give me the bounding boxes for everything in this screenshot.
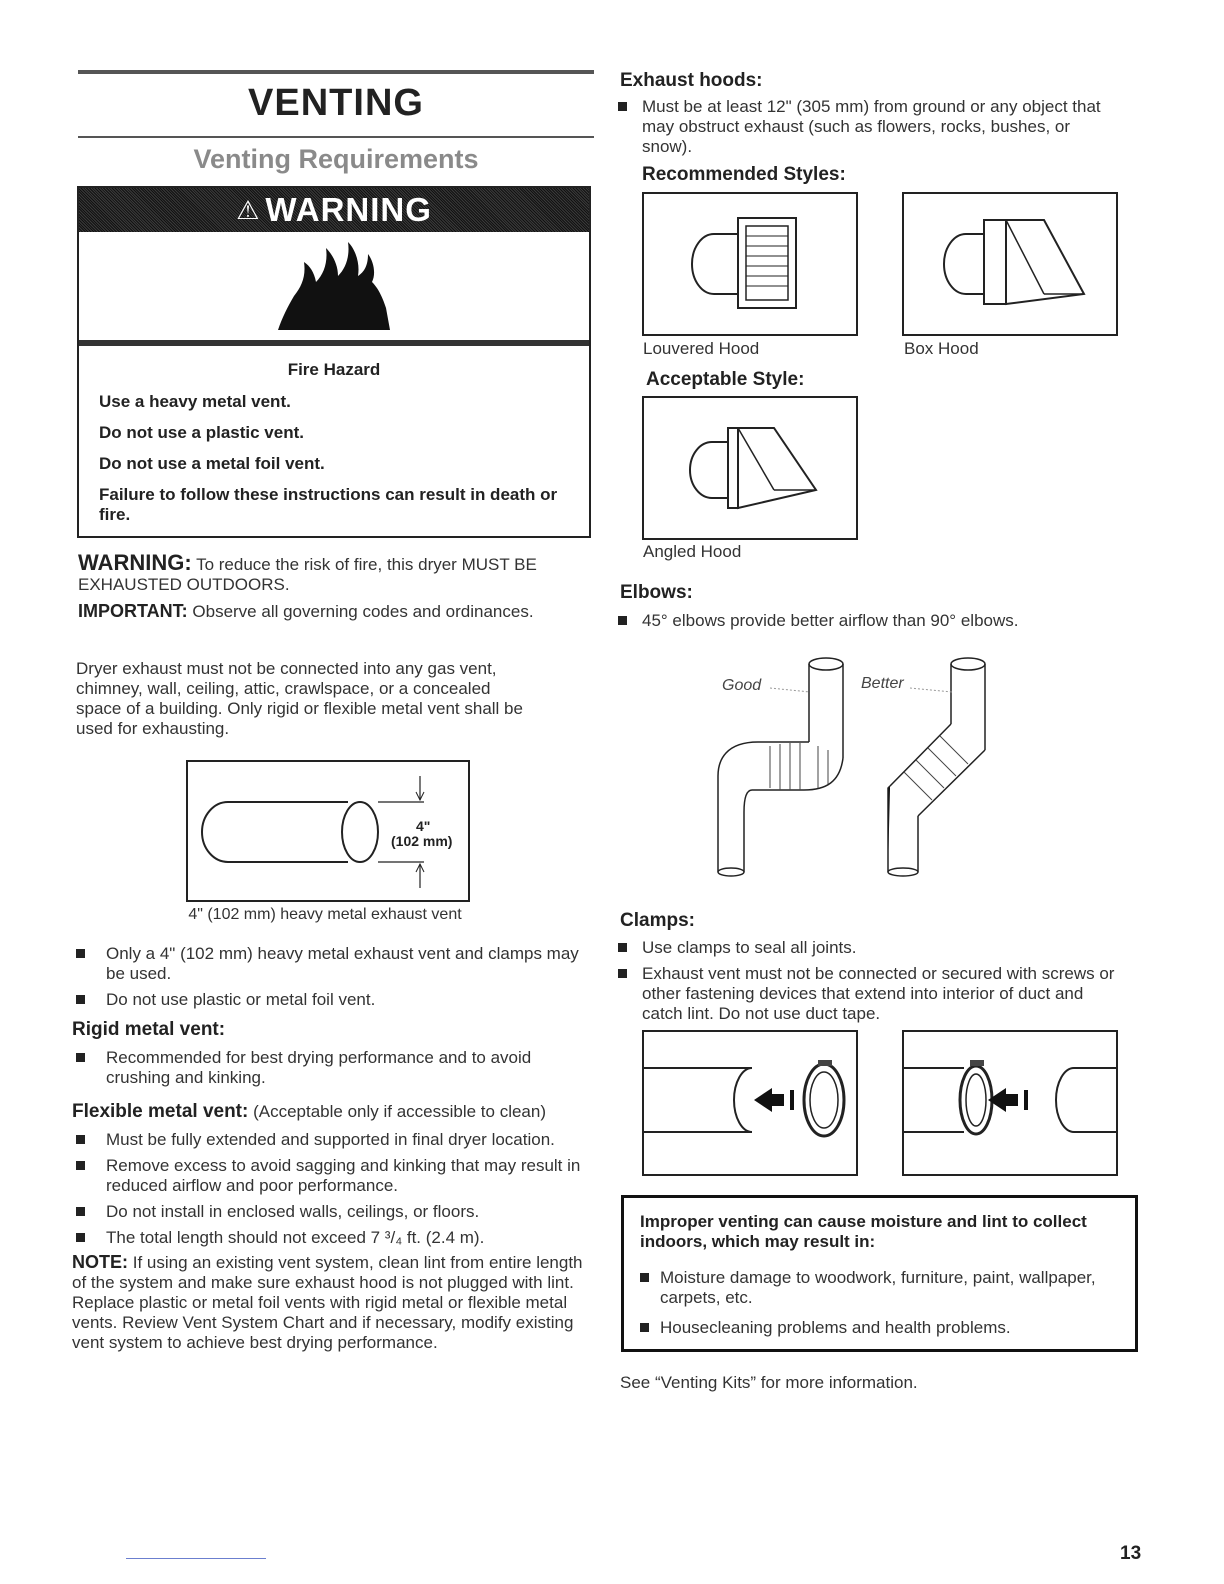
hazard-title: Fire Hazard xyxy=(287,360,381,379)
angled-hood-label: Angled Hood xyxy=(643,542,742,561)
angled-hood-figure xyxy=(642,396,858,540)
list-item: Housecleaning problems and health problems. xyxy=(640,1318,1121,1338)
note-paragraph xyxy=(72,1252,594,1353)
clamp-duct-icon xyxy=(644,1032,856,1174)
flexible-heading-line xyxy=(72,1102,592,1122)
list-item: Moisture damage to woodwork, furniture, paint, wallpaper, carpets, etc. xyxy=(640,1268,1121,1308)
list-item: Use clamps to seal all joints. xyxy=(618,938,1128,958)
intro-paragraph: Dryer exhaust must not be connected into any gas vent, chimney, wall, ceiling, attic, crawlspace, or a concealed space of a building. Only rigid or flexible metal vent shall be used for exhausting. xyxy=(76,659,523,738)
clamps-bullets xyxy=(618,938,1128,1030)
warning-banner-label: WARNING xyxy=(265,191,432,228)
see-also-text: See “Venting Kits” for more information. xyxy=(620,1373,918,1392)
improper-venting-box xyxy=(621,1195,1138,1352)
bottom-link-rule xyxy=(126,1558,266,1559)
important-text: Observe all governing codes and ordinances. xyxy=(192,602,534,621)
list-item: 45° elbows provide better airflow than 90° elbows. xyxy=(618,611,1118,631)
warning-note-text: To reduce the risk of fire, this dryer MUST BE EXHAUSTED OUTDOORS. xyxy=(78,555,537,594)
fire-symbol-panel xyxy=(79,232,589,346)
box-hood-icon xyxy=(904,194,1116,334)
louvered-hood-icon xyxy=(644,194,856,334)
flexible-bullet-list xyxy=(72,1130,594,1254)
box-hood-label: Box Hood xyxy=(904,339,979,358)
list-item: Do not install in enclosed walls, ceilings, or floors. xyxy=(72,1202,594,1222)
list-item: Recommended for best drying performance and to avoid crushing and kinking. xyxy=(72,1048,582,1088)
louvered-hood-figure xyxy=(642,192,858,336)
title-rule xyxy=(78,136,594,138)
vent-diagram-caption: 4" (102 mm) heavy metal exhaust vent xyxy=(188,906,462,923)
note-text: If using an existing vent system, clean lint from entire length of the system and make sure exhaust hood is not plugged with lint. Replace plastic or metal foil vents with rigid metal or flexible metal vents. Review Vent System Chart and if necessary, modify existing vent system to achieve best drying performance. xyxy=(72,1253,583,1352)
recommended-heading: Recommended Styles: xyxy=(642,164,846,185)
list-item: Must be at least 12" (305 mm) from ground or any object that may obstruct exhaust (such as flowers, rocks, bushes, or snow). xyxy=(618,97,1118,157)
vent-diagram xyxy=(186,760,470,902)
alert-triangle-icon: ⚠ xyxy=(236,194,260,225)
top-rule xyxy=(78,70,594,74)
elbow-good-label: Good xyxy=(722,677,762,694)
warning-banner xyxy=(79,188,589,232)
warning-text-area xyxy=(79,346,589,525)
clamp-figure-left xyxy=(642,1030,858,1176)
warning-line: Do not use a plastic vent. xyxy=(99,423,304,442)
box-hood-figure xyxy=(902,192,1118,336)
page-title: VENTING xyxy=(248,82,424,124)
important-note xyxy=(78,601,588,622)
warning-line: Failure to follow these instructions can result in death or fire. xyxy=(99,485,558,524)
list-item: Do not use plastic or metal foil vent. xyxy=(72,990,582,1010)
elbows-bullets xyxy=(618,611,1118,637)
warning-line: Use a heavy metal vent. xyxy=(99,392,291,411)
rigid-bullet-list xyxy=(72,1048,582,1094)
warning-line: Do not use a metal foil vent. xyxy=(99,454,325,473)
important-label: IMPORTANT: xyxy=(78,601,188,621)
warning-note-label: WARNING: xyxy=(78,550,192,575)
vent-bullet-list xyxy=(72,944,582,1016)
improper-bullets xyxy=(640,1268,1121,1338)
clamps-heading: Clamps: xyxy=(620,910,695,931)
elbows-heading: Elbows: xyxy=(620,582,693,603)
list-item: Must be fully extended and supported in final dryer location. xyxy=(72,1130,594,1150)
note-label: NOTE: xyxy=(72,1252,128,1272)
section-subtitle: Venting Requirements xyxy=(193,144,479,174)
warning-note xyxy=(78,550,578,595)
elbow-better-label: Better xyxy=(861,675,904,692)
clamp-figure-right xyxy=(902,1030,1118,1176)
list-item: The total length should not exceed 7 ³/₄ ft. (2.4 m). xyxy=(72,1228,594,1248)
clamp-installed-icon xyxy=(904,1032,1116,1174)
vent-dim-inches: 4" xyxy=(416,818,431,834)
louvered-hood-label: Louvered Hood xyxy=(643,339,760,358)
fire-icon xyxy=(274,238,394,334)
improper-heading: Improper venting can cause moisture and lint to collect indoors, which may result in: xyxy=(640,1212,1087,1251)
exhaust-hoods-bullets xyxy=(618,97,1118,163)
exhaust-hoods-heading: Exhaust hoods: xyxy=(620,70,763,91)
rigid-heading: Rigid metal vent: xyxy=(72,1019,226,1040)
warning-box xyxy=(77,186,591,538)
flexible-qualifier: (Acceptable only if accessible to clean) xyxy=(253,1102,547,1121)
list-item: Remove excess to avoid sagging and kinking that may result in reduced airflow and poor performance. xyxy=(72,1156,594,1196)
list-item: Exhaust vent must not be connected or secured with screws or other fastening devices that extend into interior of duct and catch lint. Do not use duct tape. xyxy=(618,964,1128,1024)
vent-dim-mm: (102 mm) xyxy=(391,833,453,849)
acceptable-heading: Acceptable Style: xyxy=(646,369,805,390)
page-number: 13 xyxy=(1120,1543,1142,1564)
angled-hood-icon xyxy=(644,398,856,538)
flexible-heading: Flexible metal vent: xyxy=(72,1101,249,1122)
list-item: Only a 4" (102 mm) heavy metal exhaust vent and clamps may be used. xyxy=(72,944,582,984)
